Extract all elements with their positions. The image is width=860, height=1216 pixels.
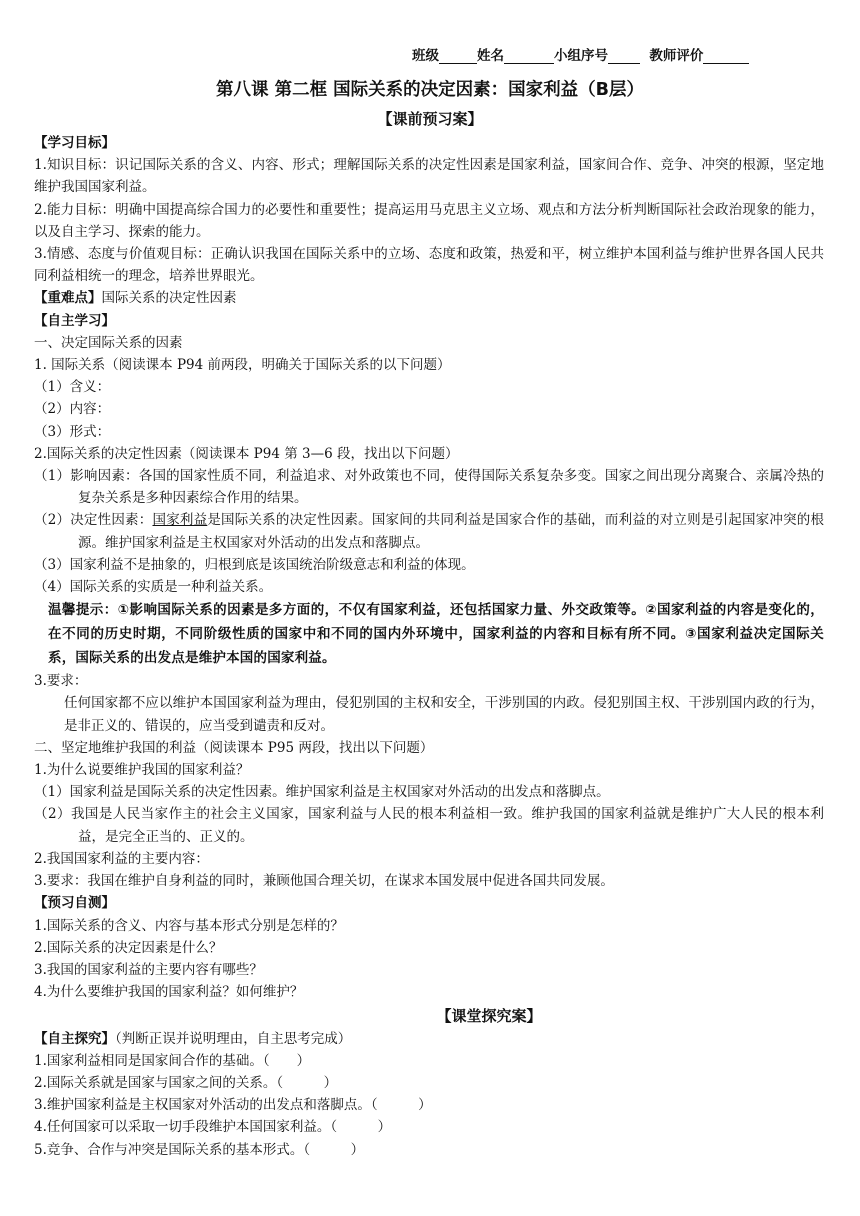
name-label: 姓名 [477,48,504,64]
part1-sub1: （1）含义： [34,379,111,396]
selftest-item-4: 4.为什么要维护我国的国家利益？如何维护？ [34,984,304,1001]
part2-reason1: （1）国家利益是国际关系的决定性因素。维护国家利益是主权国家对外活动的出发点和落脚点。 [34,784,610,801]
judgement-1: 1.国家利益相同是国家间合作的基础。（ ） [34,1052,311,1069]
group-blank[interactable] [608,49,640,64]
factor-4: （4）国际关系的实质是一种利益关系。 [34,579,273,596]
warm-tip: 温馨提示：①影响国际关系的因素是多方面的，不仅有国家利益，还包括国家力量、外交政策等。②国家利益的内容是变化的，在不同的历史时期，不同阶级性质的国家中和不同的国内外环境中，国家利益的内容和目标有所不同。③国家利益决定国际关系，国际关系的出发点是维护本国的国家利益。 [48,602,824,667]
factor-2-prefix: （2）决定性因素： [34,512,153,529]
eval-blank[interactable] [703,49,749,64]
preview-content [34,132,824,1161]
class-label: 班级 [412,48,439,64]
part1-item2: 2.国际关系的决定性因素（阅读课本 P94 第 3—6 段，找出以下问题） [34,445,459,462]
eval-label: 教师评价 [649,48,704,64]
part2-item3: 3.要求：我国在维护自身利益的同时，兼顾他国合理关切，在谋求本国发展中促进各国共同发展。 [34,873,614,890]
objective-3: 3.情感、态度与价值观目标：正确认识我国在国际关系中的立场、态度和政策，热爱和平，树立维护本国利益与维护世界各国人民共同利益相统一的理念，培养世界眼光。 [34,246,824,285]
preview-heading: 【课前预习案】 [377,110,483,128]
part1-item1: 1. 国际关系（阅读课本 P94 前两段，明确关于国际关系的以下问题） [34,357,451,374]
explore-row [34,1028,824,1050]
group-label: 小组序号 [554,48,608,64]
judgement-5: 5.竞争、合作与冲突是国际关系的基本形式。（ ） [34,1141,365,1158]
classroom-heading: 【课堂探究案】 [436,1007,542,1026]
judgement-2: 2.国际关系就是国家与国家之间的关系。（ ） [34,1074,338,1091]
judgement-4: 4.任何国家可以采取一切手段维护本国国家利益。（ ） [34,1119,392,1136]
classroom-heading-row [34,1005,824,1027]
part2-title: 二、坚定地维护我国的利益（阅读课本 P95 两段，找出以下问题） [34,739,434,756]
name-blank[interactable] [504,49,554,64]
part1-sub3: （3）形式： [34,423,111,440]
selftest-item-2: 2.国际关系的决定因素是什么？ [34,939,223,956]
explore-note: （判断正误并说明理由，自主思考完成） [115,1030,352,1047]
factor-2-rest: 是国际关系的决定性因素。国家间的共同利益是国家合作的基础，而利益的对立则是引起国家冲突的根源。维护国家利益是主权国家对外活动的出发点和落脚点。 [78,512,825,551]
explore-label: 【自主探究】 [34,1030,115,1047]
part1-title: 一、决定国际关系的因素 [34,334,183,351]
factor-2-underlined: 国家利益 [152,512,208,529]
self-study-heading: 【自主学习】 [34,312,115,329]
page-title: 第八课 第二框 国际关系的决定因素：国家利益（B层） [215,80,645,100]
key-label: 【重难点】 [34,290,102,307]
objective-2: 2.能力目标：明确中国提高综合国力的必要性和重要性；提高运用马克思主义立场、观点和方法分析判断国际社会政治现象的能力，以及自主学习、探索的能力。 [34,201,824,240]
selftest-item-1: 1.国际关系的含义、内容与基本形式分别是怎样的？ [34,917,344,934]
student-info-line [412,44,749,64]
key-points [34,287,824,309]
key-text: 国际关系的决定性因素 [101,290,237,307]
part2-reason2: （2）我国是人民当家作主的社会主义国家，国家利益与人民的根本利益相一致。维护我国的国家利益就是维护广大人民的根本利益，是完全正当的、正义的。 [34,806,824,845]
judgement-3: 3.维护国家利益是主权国家对外活动的出发点和落脚点。（ ） [34,1097,432,1114]
part2-item2: 2.我国国家利益的主要内容： [34,850,209,867]
selftest-item-3: 3.我国的国家利益的主要内容有哪些？ [34,961,263,978]
selftest-heading: 【预习自测】 [34,895,115,912]
part2-item1: 1.为什么说要维护我国的国家利益？ [34,762,250,779]
factor-1: （1）影响因素：各国的国家性质不同，利益追求、对外政策也不同，使得国际关系复杂多变。国家之间出现分离聚合、亲属冷热的复杂关系是多种因素综合作用的结果。 [34,468,824,507]
part1-sub2: （2）内容： [34,401,111,418]
factor-3: （3）国家利益不是抽象的，归根到底是该国统治阶级意志和利益的体现。 [34,556,475,573]
factor-2 [34,509,824,553]
part1-item3-text: 任何国家都不应以维护本国国家利益为理由，侵犯别国的主权和安全，干涉别国的内政。侵犯别国主权、干涉别国内政的行为，是非正义的、错误的，应当受到谴责和反对。 [64,695,824,734]
part1-item3: 3.要求： [34,673,88,690]
class-blank[interactable] [439,49,477,64]
objectives-heading: 【学习目标】 [34,135,115,151]
objective-1: 1.知识目标：识记国际关系的含义、内容、形式；理解国际关系的决定性因素是国家利益，国家间合作、竞争、冲突的根源，坚定地维护我国国家利益。 [34,157,824,196]
